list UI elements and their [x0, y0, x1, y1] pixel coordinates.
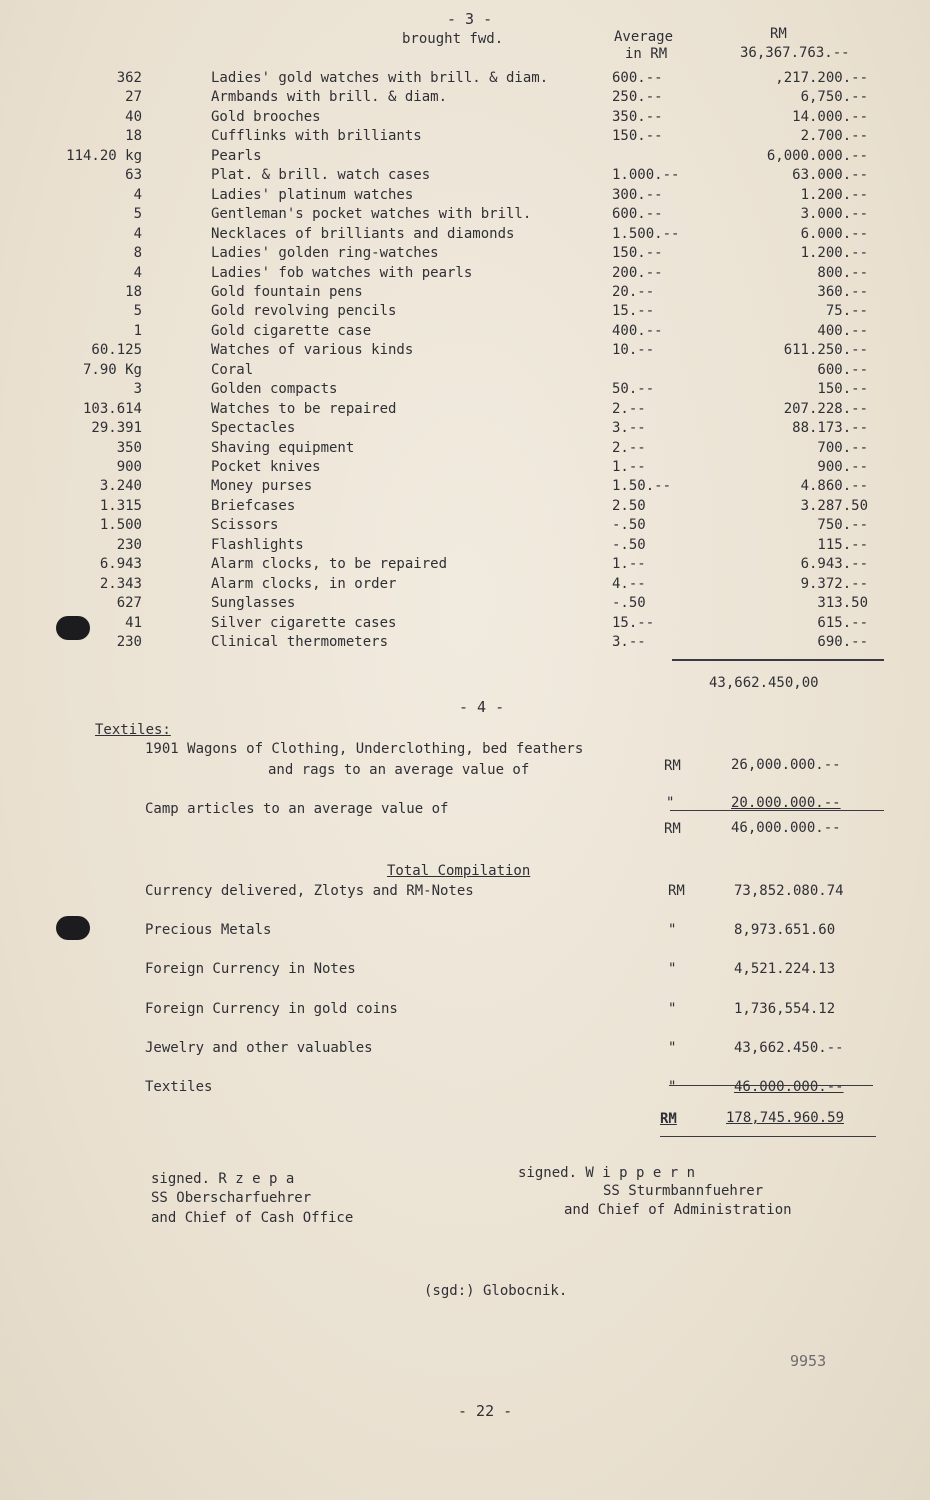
item-description: Coral [211, 361, 254, 378]
item-row [0, 323, 930, 343]
item-quantity: 7.90 Kg [82, 361, 142, 378]
compilation-currency: " [668, 1079, 677, 1095]
item-quantity: 3.240 [99, 478, 142, 495]
camp-articles-line: Camp articles to an average value of [145, 801, 449, 817]
item-row [0, 70, 930, 90]
item-average-price: 15.-- [612, 614, 655, 631]
item-average-price: 400.-- [612, 322, 663, 339]
average-column-unit: in RM [625, 46, 668, 62]
item-row [0, 109, 930, 129]
item-description: Necklaces of brilliants and diamonds [211, 225, 515, 242]
item-row [0, 420, 930, 440]
compilation-amount: 8,973.651.60 [734, 922, 836, 939]
item-total: 700.-- [817, 439, 868, 456]
item-description: Briefcases [211, 497, 296, 514]
item-total: 207.228.-- [783, 400, 868, 417]
item-total: 400.-- [817, 322, 868, 339]
compilation-label: Currency delivered, Zlotys and RM-Notes [145, 883, 474, 899]
item-description: Ladies' golden ring-watches [211, 245, 439, 262]
item-row [0, 440, 930, 460]
item-total: 4.860.-- [800, 478, 868, 495]
item-total: 75.-- [825, 303, 868, 320]
page-label-4: - 4 - [459, 698, 505, 716]
item-total: 360.-- [817, 283, 868, 300]
item-average-price: 600.-- [612, 206, 663, 223]
item-total: 1.200.-- [800, 186, 868, 203]
compilation-currency: RM [668, 883, 685, 899]
textiles-heading: Textiles: [95, 722, 171, 738]
compilation-label: Foreign Currency in gold coins [145, 1000, 398, 1017]
total-compilation-heading: Total Compilation [387, 863, 531, 879]
item-description: Watches to be repaired [211, 400, 397, 417]
item-row [0, 89, 930, 109]
item-average-price: 300.-- [612, 186, 663, 203]
compilation-label: Textiles [145, 1079, 213, 1095]
item-average-price: 15.-- [612, 303, 655, 320]
item-row [0, 226, 930, 246]
item-quantity: 41 [125, 614, 142, 631]
item-description: Plat. & brill. watch cases [211, 167, 431, 184]
item-quantity: 362 [116, 70, 142, 86]
item-total: 3.287.50 [800, 497, 868, 514]
item-quantity: 60.125 [91, 342, 142, 359]
compilation-amount: 43,662.450.-- [734, 1039, 844, 1056]
item-description: Pearls [211, 147, 262, 164]
item-description: Clinical thermometers [211, 634, 389, 651]
item-quantity: 8 [133, 245, 142, 262]
item-description: Money purses [211, 478, 313, 495]
item-total: 690.-- [817, 634, 868, 651]
compilation-rule [669, 1085, 873, 1086]
stamp-number: 9953 [790, 1352, 827, 1370]
item-quantity: 40 [125, 108, 142, 125]
item-quantity: 4 [133, 225, 142, 242]
item-row [0, 498, 930, 518]
item-description: Pocket knives [211, 459, 321, 475]
item-average-price: 2.-- [612, 400, 646, 417]
compilation-label: Foreign Currency in Notes [145, 961, 356, 978]
compilation-amount: 1,736,554.12 [734, 1000, 836, 1017]
item-quantity: 1 [133, 322, 142, 339]
item-row [0, 556, 930, 576]
item-row [0, 595, 930, 615]
item-average-price: 1.-- [612, 459, 646, 475]
item-quantity: 5 [133, 303, 142, 320]
item-total: 115.-- [817, 536, 868, 553]
item-total: 88.173.-- [792, 420, 868, 437]
item-description: Shaving equipment [211, 439, 355, 456]
item-average-price: 20.-- [612, 283, 655, 300]
item-average-price: 200.-- [612, 264, 663, 281]
item-total: 6.000.-- [800, 225, 868, 242]
item-description: Silver cigarette cases [211, 614, 397, 631]
item-average-price: 150.-- [612, 128, 663, 145]
item-row [0, 517, 930, 537]
item-quantity: 900 [116, 459, 142, 475]
signature-globocnik: (sgd:) Globocnik. [424, 1283, 568, 1299]
item-total: 14.000.-- [792, 108, 868, 125]
compilation-amount: 4,521.224.13 [734, 961, 836, 978]
textiles-currency: RM [664, 758, 681, 774]
item-total: 6,000.000.-- [766, 147, 868, 164]
item-description: Alarm clocks, to be repaired [211, 556, 448, 573]
item-average-price: 1.000.-- [612, 167, 680, 184]
item-quantity: 103.614 [82, 400, 142, 417]
item-quantity: 1.500 [99, 517, 142, 534]
item-quantity: 1.315 [99, 497, 142, 514]
signature-left-rank: SS Oberscharfuehrer [151, 1190, 312, 1206]
item-quantity: 230 [116, 536, 142, 553]
item-average-price: -.50 [612, 536, 646, 553]
item-total: 2.700.-- [800, 128, 868, 145]
signature-right-title: and Chief of Administration [564, 1202, 792, 1218]
item-row [0, 615, 930, 635]
item-row [0, 576, 930, 596]
item-quantity: 3 [133, 381, 142, 398]
item-description: Ladies' gold watches with brill. & diam. [211, 70, 549, 86]
item-row [0, 284, 930, 304]
item-average-price: 1.50.-- [612, 478, 672, 495]
item-total: ,217.200.-- [775, 70, 868, 86]
item-row [0, 265, 930, 285]
item-description: Gold brooches [211, 108, 321, 125]
item-quantity: 63 [125, 167, 142, 184]
item-average-price: 350.-- [612, 108, 663, 125]
item-average-price: 150.-- [612, 245, 663, 262]
item-total: 615.-- [817, 614, 868, 631]
item-description: Armbands with brill. & diam. [211, 89, 448, 106]
final-total-currency: RM [660, 1111, 677, 1127]
signature-left-title: and Chief of Cash Office [151, 1210, 354, 1226]
compilation-currency: " [668, 1000, 677, 1017]
compilation-currency: " [668, 922, 677, 939]
item-row [0, 362, 930, 382]
item-quantity: 350 [116, 439, 142, 456]
signature-right-name: signed. W i p p e r n [518, 1165, 696, 1181]
textiles-line-2: and rags to an average value of [268, 762, 530, 778]
page-label-3: - 3 - [447, 10, 493, 28]
compilation-currency: " [668, 1039, 677, 1056]
brought-forward-label: brought fwd. [402, 31, 504, 47]
item-total: 6.943.-- [800, 556, 868, 573]
signature-right-rank: SS Sturmbannfuehrer [603, 1183, 764, 1199]
item-average-price: 3.-- [612, 634, 646, 651]
brought-forward-total: 36,367.763.-- [740, 45, 850, 61]
item-description: Gold cigarette case [211, 322, 372, 339]
item-total: 750.-- [817, 517, 868, 534]
item-quantity: 4 [133, 264, 142, 281]
item-quantity: 4 [133, 186, 142, 203]
grand-total-jewelry: 43,662.450,00 [709, 675, 819, 691]
item-total: 600.-- [817, 361, 868, 378]
subtotal-amount: 46,000.000.-- [731, 820, 841, 836]
item-quantity: 5 [133, 206, 142, 223]
item-description: Ladies' fob watches with pearls [211, 264, 473, 281]
item-average-price: 4.-- [612, 575, 646, 592]
compilation-currency: " [668, 961, 677, 978]
item-quantity: 29.391 [91, 420, 142, 437]
item-average-price: 10.-- [612, 342, 655, 359]
item-row [0, 634, 930, 654]
item-quantity: 230 [116, 634, 142, 651]
item-average-price: 250.-- [612, 89, 663, 106]
item-quantity: 114.20 kg [66, 147, 142, 164]
item-average-price: 50.-- [612, 381, 655, 398]
item-row [0, 459, 930, 479]
item-total: 313.50 [817, 595, 868, 612]
item-average-price: 600.-- [612, 70, 663, 86]
item-quantity: 2.343 [99, 575, 142, 592]
item-description: Ladies' platinum watches [211, 186, 414, 203]
item-row [0, 187, 930, 207]
item-average-price: -.50 [612, 517, 646, 534]
item-description: Spectacles [211, 420, 296, 437]
final-total-amount: 178,745.960.59 [726, 1110, 845, 1126]
item-row [0, 128, 930, 148]
item-description: Alarm clocks, in order [211, 575, 397, 592]
item-average-price: 1.-- [612, 556, 646, 573]
item-row [0, 206, 930, 226]
item-total: 3.000.-- [800, 206, 868, 223]
item-row [0, 167, 930, 187]
item-total: 63.000.-- [792, 167, 868, 184]
compilation-amount: 46.000.000.-- [734, 1079, 844, 1095]
signature-left-name: signed. R z e p a [151, 1171, 295, 1187]
item-average-price: 1.500.-- [612, 225, 680, 242]
item-total: 1.200.-- [800, 245, 868, 262]
item-row [0, 401, 930, 421]
total-rule [672, 659, 884, 661]
item-row [0, 245, 930, 265]
item-total: 800.-- [817, 264, 868, 281]
compilation-label: Precious Metals [145, 922, 272, 939]
camp-articles-amount: 20.000.000.-- [731, 795, 841, 811]
item-quantity: 18 [125, 283, 142, 300]
item-description: Gentleman's pocket watches with brill. [211, 206, 532, 223]
item-average-price: 3.-- [612, 420, 646, 437]
compilation-label: Jewelry and other valuables [145, 1039, 373, 1056]
item-total: 9.372.-- [800, 575, 868, 592]
camp-articles-currency: " [666, 795, 675, 811]
item-average-price: 2.-- [612, 439, 646, 456]
item-average-price: 2.50 [612, 497, 646, 514]
textiles-amount: 26,000.000.-- [731, 757, 841, 773]
item-row [0, 342, 930, 362]
binder-hole-bottom [56, 916, 90, 940]
item-quantity: 18 [125, 128, 142, 145]
total-column-header: RM [770, 26, 787, 42]
item-description: Flashlights [211, 536, 304, 553]
item-description: Sunglasses [211, 595, 296, 612]
item-description: Watches of various kinds [211, 342, 414, 359]
final-double-rule [660, 1136, 876, 1137]
item-row [0, 303, 930, 323]
item-description: Cufflinks with brilliants [211, 128, 422, 145]
item-description: Gold revolving pencils [211, 303, 397, 320]
item-description: Gold fountain pens [211, 283, 363, 300]
item-quantity: 6.943 [99, 556, 142, 573]
item-row [0, 537, 930, 557]
subtotal-currency: RM [664, 821, 681, 837]
item-total: 6,750.-- [800, 89, 868, 106]
compilation-amount: 73,852.080.74 [734, 883, 844, 899]
item-total: 611.250.-- [783, 342, 868, 359]
item-description: Golden compacts [211, 381, 338, 398]
item-row [0, 148, 930, 168]
item-total: 150.-- [817, 381, 868, 398]
average-column-header: Average [614, 29, 674, 45]
camp-rule [670, 810, 884, 811]
item-quantity: 627 [116, 595, 142, 612]
page-number: - 22 - [458, 1402, 513, 1420]
textiles-line-1: 1901 Wagons of Clothing, Underclothing, bed feathers [145, 741, 584, 757]
item-average-price: -.50 [612, 595, 646, 612]
item-quantity: 27 [125, 89, 142, 106]
item-row [0, 381, 930, 401]
item-row [0, 478, 930, 498]
item-total: 900.-- [817, 459, 868, 475]
item-description: Scissors [211, 517, 279, 534]
